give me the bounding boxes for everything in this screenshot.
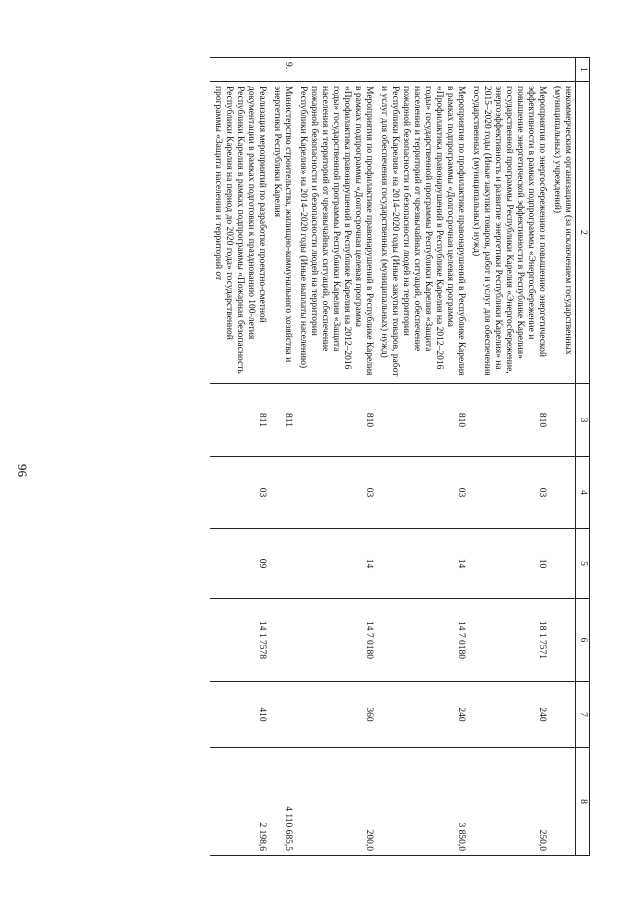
row-code-target [269, 599, 295, 682]
row-description: Министерство строительства, жилищно-коммунального хозяйства и энергетики Республики Карелия [269, 82, 295, 384]
header-col-6: 6 [576, 599, 590, 682]
rotated-table-container [115, 57, 590, 855]
row-code-section: 03 [468, 457, 549, 529]
row-number [468, 58, 549, 82]
row-code-subsection: 14 [295, 529, 376, 599]
row-code-expense-type: 240 [468, 682, 549, 748]
header-col-8: 8 [576, 748, 590, 856]
row-code-target: 14 1 7578 [210, 599, 269, 682]
row-description: Мероприятия по профилактике правонарушений в Республике Карелия в рамках подпрограммы «Долгосрочная целевая программа «Профилактика правонарушений в Республике Карелия на 2012–2016 годы» государственной программы Республики Карелия «Защита населения и территорий от чрезвычайных ситуаций, обеспечение пожарной безопасности и безопасности людей на территории Республики Карелия» на 2014–2020 годы (Иные закупки товаров, работ и услуг для обеспечения государственных (муниципальных) нужд) [376, 82, 468, 384]
row-number [295, 58, 376, 82]
row-code-ministry: 811 [210, 384, 269, 457]
row-code-ministry [549, 384, 576, 457]
row-code-ministry: 810 [295, 384, 376, 457]
row-code-expense-type: 410 [210, 682, 269, 748]
row-code-expense-type [549, 682, 576, 748]
row-code-subsection [269, 529, 295, 599]
row-number: 9. [269, 58, 295, 82]
row-code-ministry: 810 [468, 384, 549, 457]
table-row [376, 58, 468, 856]
row-code-subsection: 09 [210, 529, 269, 599]
row-code-target: 14 7 0180 [376, 599, 468, 682]
row-amount: 4 110 685,5 [269, 748, 295, 856]
table-row [468, 58, 549, 856]
header-col-7: 7 [576, 682, 590, 748]
row-description: Реализация мероприятий по разработке проектно-сметной документации в рамках подготовки к празднованию 100-летия Республики Карелия в рамках подпрограммы «Пожарная безопасность Республики Карелия на период до 2020 года» государственной программы «Защита населения и территорий от [210, 82, 269, 384]
row-code-section [549, 457, 576, 529]
table-row-ministry-header [269, 58, 295, 856]
row-code-section: 03 [210, 457, 269, 529]
budget-table [210, 57, 590, 856]
row-description: некоммерческим организациям (за исключением государственных (муниципальных) учреждений) [549, 82, 576, 384]
header-col-5: 5 [576, 529, 590, 599]
row-code-subsection [549, 529, 576, 599]
row-amount [549, 748, 576, 856]
row-code-section: 03 [376, 457, 468, 529]
row-amount: 3 850,0 [376, 748, 468, 856]
row-code-expense-type: 360 [295, 682, 376, 748]
row-code-ministry: 810 [376, 384, 468, 457]
table-row [295, 58, 376, 856]
header-col-3: 3 [576, 384, 590, 457]
row-description: Мероприятия по профилактике правонарушений в Республике Карелия в рамках подпрограммы «Долгосрочная целевая программа «Профилактика правонарушений в Республике Карелия на 2012–2016 годы» государственной программы Республики Карелия «Защита населения и территорий от чрезвычайных ситуаций, обеспечение пожарной безопасности и безопасности людей на территории Республики Карелия» на 2014–2020 годы (Иные выплаты населению) [295, 82, 376, 384]
header-col-2: 2 [576, 82, 590, 384]
row-code-target: 14 7 0180 [295, 599, 376, 682]
row-code-target [549, 599, 576, 682]
row-amount: 2 198,6 [210, 748, 269, 856]
row-code-target: 18 1 7571 [468, 599, 549, 682]
table-row [210, 58, 269, 856]
row-amount: 200,0 [295, 748, 376, 856]
page-number: 96 [15, 464, 30, 477]
header-col-4: 4 [576, 457, 590, 529]
row-code-expense-type: 240 [376, 682, 468, 748]
row-code-section [269, 457, 295, 529]
row-code-subsection: 10 [468, 529, 549, 599]
row-number [210, 58, 269, 82]
table-row [549, 58, 576, 856]
row-code-expense-type [269, 682, 295, 748]
row-number [376, 58, 468, 82]
row-amount: 250,0 [468, 748, 549, 856]
table-header-row [576, 58, 590, 856]
row-code-section: 03 [295, 457, 376, 529]
row-description: Мероприятия по энергосбережению и повышению энергетической эффективности в рамках подпрограммы «Энергосбережение и повышение энергетической эффективности в Республике Карелия» государственной программы Республики Карелия «Энергосбережение, энергоэффективность и развитие энергетики Республики Карелия» на 2015–2020 годы (Иные закупки товаров, работ и услуг для обеспечения государственных (муниципальных) нужд) [468, 82, 549, 384]
row-code-subsection: 14 [376, 529, 468, 599]
row-code-ministry: 811 [269, 384, 295, 457]
header-col-1: 1 [576, 58, 590, 82]
row-number [549, 58, 576, 82]
